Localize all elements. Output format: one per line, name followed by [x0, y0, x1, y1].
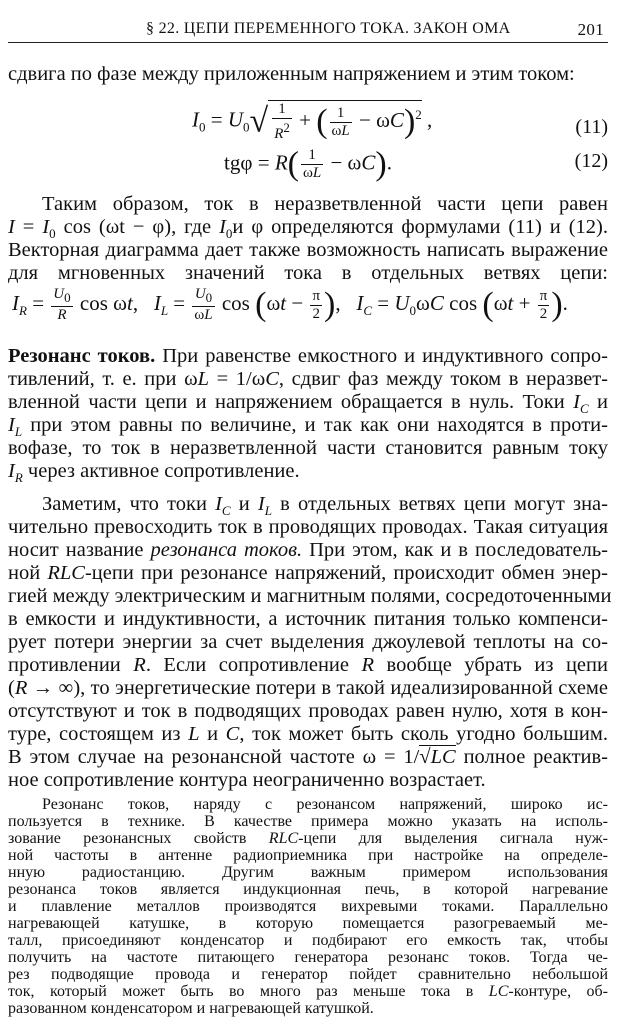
text-line: В этом случае на резонансной частоте ω = 1/√LC полное реактив-	[8, 746, 608, 768]
text-line: Резонанс токов. При равенстве емкостного и индуктивного сопро-	[8, 345, 608, 367]
text-line: ной RLC-цепи при резонансе напряжений, происходит обмен энер-	[8, 562, 608, 584]
equation-11: $I_0 = U_0√$ $\frac{1}{R^2}$ + ( $\frac{1}{\omega L}$ − ωC)$^2$ ,	[192, 101, 433, 142]
text-line: рует потери энергии за счет выделения джоулевой теплоты на со-	[8, 631, 608, 653]
text-line: $I_L$ при этом равны по величине, и так как они находятся в проти-	[8, 414, 608, 440]
text-line: чительно превосходить ток в проводящих проводах. Такая ситуация	[8, 516, 608, 538]
text-line: туре, состоящем из L и C, ток может быть сколь угодно большим.	[8, 723, 608, 745]
text-line: зование резонансных свойств RLC-цепи для выделения сигнала нуж-	[8, 830, 608, 847]
page-number: 201	[577, 20, 604, 39]
text-line: $I = I_0$ cos (ωt − φ), где $I_0и$ φ определяются формулами (11) и (12).	[8, 216, 608, 242]
text-line: противлении R. Если сопротивление R вообще убрать из цепи	[8, 654, 608, 676]
text-line: нагревающей катушке, в которую помещается разогреваемый ме-	[8, 915, 608, 932]
text-line: Векторная диаграмма дает также возможность написать выражение	[8, 239, 608, 261]
text-line: в емкости и индуктивности, а источник питания только компенси-	[8, 608, 608, 630]
text-line: ное сопротивление контура неограниченно возрастает.	[8, 769, 486, 791]
text-line: (R → ∞), то энергетические потери в такой идеализированной схеме	[8, 677, 608, 699]
text-line: резонанса токов является индукционная печь, в которой нагревание	[8, 881, 608, 898]
text-line: Резонанс токов, наряду с резонансом напряжений, широко ис-	[42, 796, 608, 813]
text-line: тивлений, т. е. при ωL = 1/ωC, сдвиг фаз между током в неразвет-	[8, 368, 609, 390]
text-line: рез подводящие провода и генератор пойдет сравнительно небольшой	[8, 966, 608, 983]
text-line: Заметим, что токи $I_C$ и $I_L$ в отдельных ветвях цепи могут зна-	[42, 493, 608, 519]
text-line: отсутствуют и ток в подводящих проводах равен нулю, хотя в кон-	[8, 700, 608, 722]
text-line: $I_R$ через активное сопротивление.	[8, 460, 300, 486]
equation-number: (11)	[575, 116, 608, 138]
text-line: гией между электрическим и магнитным полями, сосредоточенными	[8, 585, 612, 607]
text-line: носит название резонанса токов. При этом, как и в последователь-	[8, 539, 608, 561]
text-line: ной частоты в антенне радиоприемника при настройке на определе-	[8, 847, 608, 864]
text-line: вленной части цепи и напряжением обращается в нуль. Токи $I_C$ и	[8, 391, 608, 417]
text-line: пользуется в технике. В качестве примера можно указать на исполь-	[8, 813, 608, 830]
equation-branch-currents: $I_R$ = $\frac{U_0}{R}$ cos ωt, $I_L$ = $\frac{U_0}{\omega L}$ cos (ωt − $\frac{\pi}{2}$ ), $I_C = U_0\omega C$ cos (ωt + $\frac{\pi}{2}$ ).	[12, 286, 568, 323]
text-line: получить на частоте питающего генератора резонанс токов. Тогда че-	[8, 949, 608, 966]
text-line: и плавление металлов производятся вихревыми токами. Параллельно	[8, 898, 608, 915]
running-header	[8, 8, 608, 43]
equation-12: tgφ = R( $\frac{1}{\omega L}$ − ωC).	[224, 145, 392, 183]
text-line: сдвига по фазе между приложенным напряжением и этим током:	[8, 63, 575, 85]
text-line: разованном конденсатором и нагревающей катушкой.	[8, 1000, 374, 1017]
text-line: для мгновенных значений тока в отдельных ветвях цепи:	[8, 262, 608, 284]
text-line: ток, который может быть во много раз меньше тока в LC-контуре, об-	[8, 983, 609, 1000]
text-line: талл, присоединяют конденсатор и подбирают его емкость так, чтобы	[8, 932, 608, 949]
text-line: нную радиостанцию. Другим важным примером использования	[8, 864, 608, 881]
equation-number: (12)	[574, 150, 608, 172]
text-line: вофазе, то ток в неразветвленной части становится равным току	[8, 437, 608, 459]
header-title: § 22. ЦЕПИ ПЕРЕМЕННОГО ТОКА. ЗАКОН ОМА	[146, 20, 511, 37]
section-heading: Резонанс токов.	[8, 345, 156, 367]
text-line: Таким образом, ток в неразветвленной части цепи равен	[42, 193, 608, 215]
